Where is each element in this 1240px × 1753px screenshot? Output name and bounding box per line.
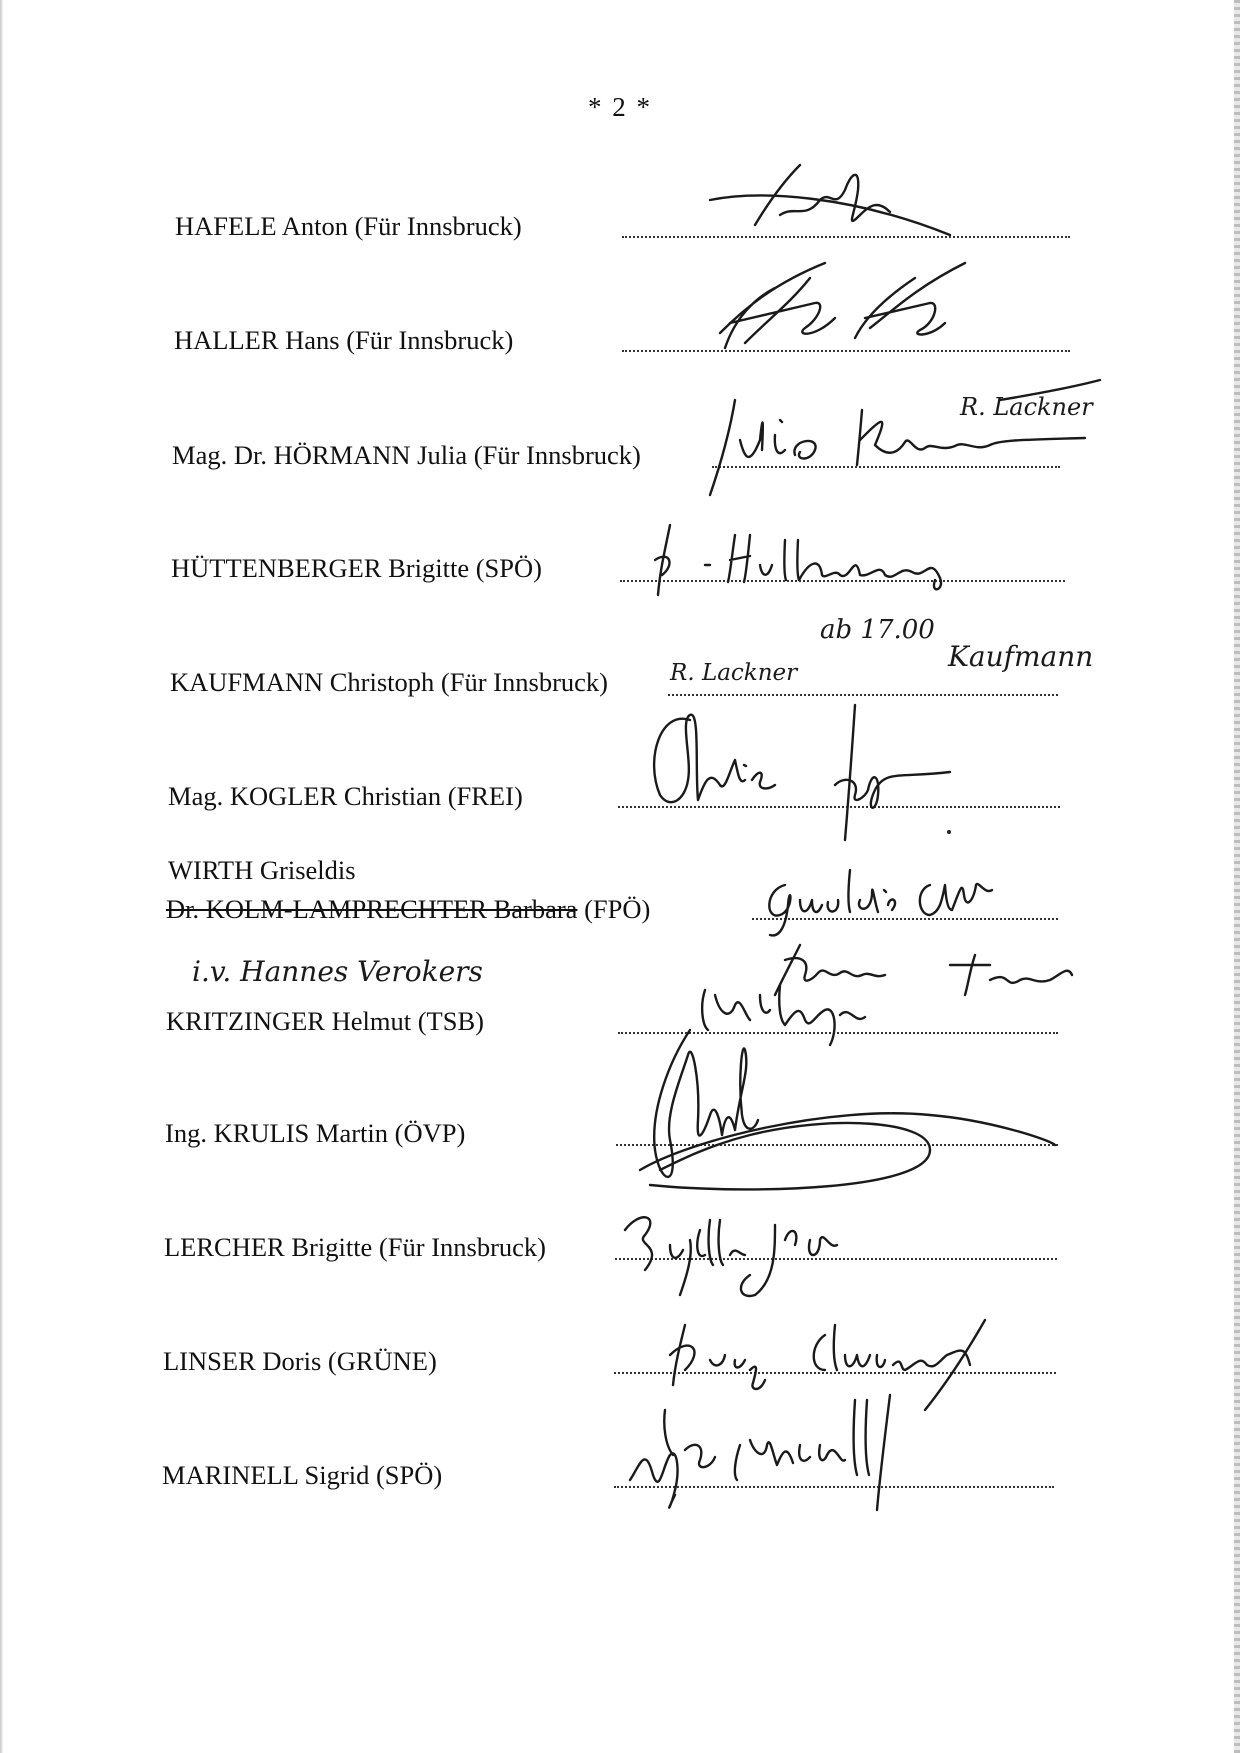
signature-line-marinell: [614, 1486, 1054, 1488]
ink-dot: [947, 830, 951, 834]
signature-wirth: [760, 860, 1020, 940]
proxy-note-kritzinger: i.v. Hannes Verokers: [192, 955, 483, 988]
signature-line-kaufmann: [668, 694, 1058, 696]
member-name-linser: LINSER Doris (GRÜNE): [163, 1346, 437, 1376]
member-name-wirth: WIRTH Griseldis: [168, 855, 356, 885]
scan-edge-right: [1234, 0, 1240, 1753]
proxy-note-hoermann: R. Lackner: [960, 393, 1093, 421]
member-name-marinell: MARINELL Sigrid (SPÖ): [162, 1460, 443, 1490]
member-name-hoermann: Mag. Dr. HÖRMANN Julia (Für Innsbruck): [172, 440, 641, 470]
member-name-kolm-lamprechter-line: [166, 894, 650, 925]
party-fpoe: (FPÖ): [584, 894, 651, 924]
signature-line-kritzinger: [618, 1032, 1058, 1034]
signature-lercher: [615, 1200, 935, 1305]
signature-hoermann: [700, 380, 1100, 500]
member-name-kritzinger: KRITZINGER Helmut (TSB): [166, 1006, 484, 1036]
member-name-huettenberger: HÜTTENBERGER Brigitte (SPÖ): [171, 553, 542, 583]
member-name-krulis: Ing. KRULIS Martin (ÖVP): [165, 1118, 466, 1148]
member-name-haller: HALLER Hans (Für Innsbruck): [174, 325, 514, 355]
member-name-kaufmann: KAUFMANN Christoph (Für Innsbruck): [170, 667, 608, 697]
page-number: * 2 *: [588, 92, 652, 122]
member-name-kogler: Mag. KOGLER Christian (FREI): [168, 781, 523, 811]
signature-linser: [665, 1315, 1005, 1410]
signature-line-lercher: [615, 1258, 1057, 1260]
signature-kogler: [640, 700, 1000, 845]
signature-line-hafele: [622, 236, 1070, 238]
signature-haller: [715, 258, 985, 358]
time-note-kaufmann: ab 17.00: [820, 615, 935, 645]
signature-krulis: [630, 1020, 1060, 1195]
signature-line-huettenberger: [620, 580, 1065, 582]
signature-line-krulis: [616, 1144, 1058, 1146]
member-name-lercher: LERCHER Brigitte (Für Innsbruck): [164, 1232, 546, 1262]
signature-line-haller: [622, 350, 1070, 352]
signature-line-kogler: [618, 806, 1060, 808]
struck-name-kolm-lamprechter: Dr. KOLM-LAMPRECHTER Barbara: [166, 894, 578, 924]
signature-marinell: [615, 1385, 955, 1515]
signature-line-wirth: [752, 918, 1058, 920]
member-name-hafele: HAFELE Anton (Für Innsbruck): [175, 211, 522, 241]
proxy-note-kaufmann: R. Lackner: [670, 660, 798, 686]
signature-line-linser: [614, 1372, 1056, 1374]
scan-edge-left: [0, 0, 3, 1753]
signature-kaufmann: Kaufmann: [948, 640, 1094, 673]
signature-huettenberger: [650, 520, 1000, 600]
signature-line-hoermann: [712, 466, 1060, 468]
